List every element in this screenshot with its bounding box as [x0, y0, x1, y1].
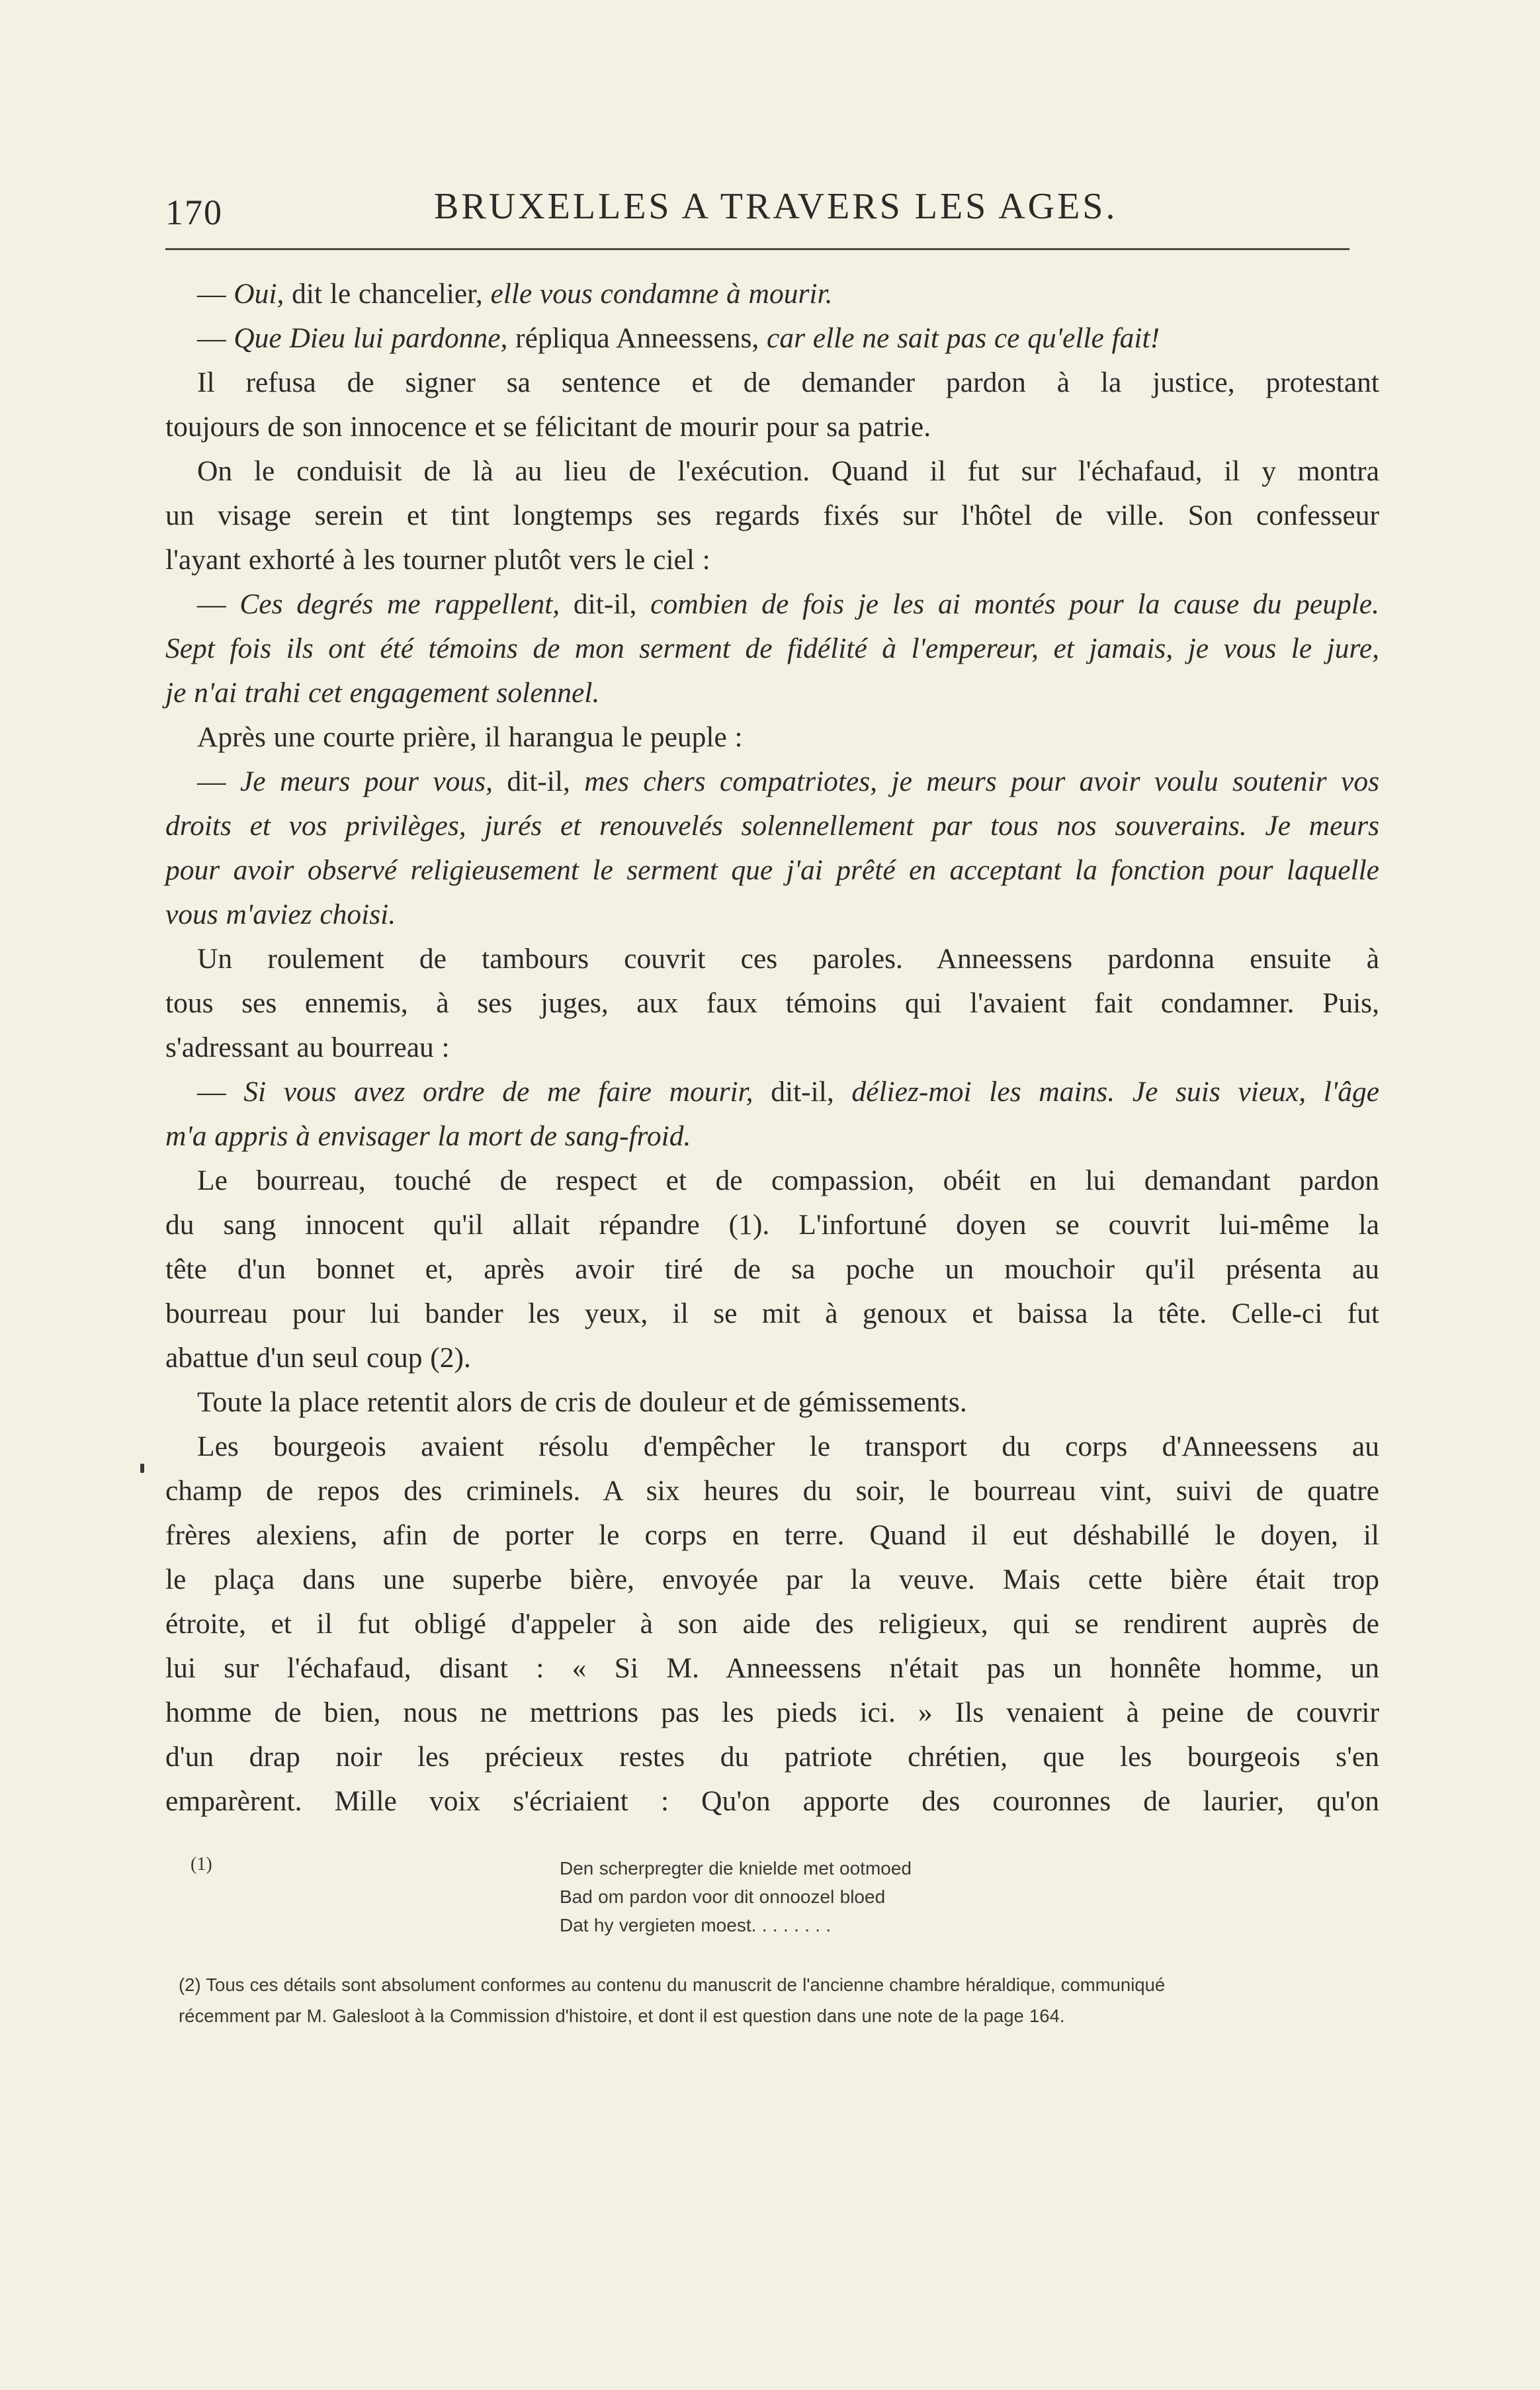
verse-line: Bad om pardon voor dit onnoozel bloed	[560, 1886, 886, 1907]
text-line: d'un drap noir les précieux restes du patriote chrétien, que les bourgeois s'en	[165, 1741, 1379, 1773]
text-line: — Si vous avez ordre de me faire mourir, dit-il, déliez-moi les mains. Je suis vieux, l'âge	[197, 1076, 1380, 1108]
text-line: Toute la place retentit alors de cris de douleur et de gémissements.	[197, 1386, 967, 1418]
footnote-line: récemment par M. Galesloot à la Commission d'histoire, et dont il est question dans une note de la page 164.	[179, 2006, 1065, 2026]
verse-line: Dat hy vergieten moest. . . . . . . .	[560, 1915, 832, 1935]
text-line: étroite, et il fut obligé d'appeler à son aide des religieux, qui se rendirent auprès de	[165, 1608, 1379, 1640]
text-line: toujours de son innocence et se félicitant de mourir pour sa patrie.	[165, 411, 931, 443]
text-line: — Oui, dit le chancelier, elle vous condamne à mourir.	[197, 278, 833, 310]
footnote-2	[179, 1969, 1383, 2031]
header-rule	[165, 248, 1349, 250]
text-line: vous m'aviez choisi.	[165, 899, 396, 930]
text-line: tous ses ennemis, à ses juges, aux faux témoins qui l'avaient fait condamner. Puis,	[165, 987, 1379, 1019]
text-line: frères alexiens, afin de porter le corps en terre. Quand il eut déshabillé le doyen, il	[165, 1519, 1379, 1551]
text-line: abattue d'un seul coup (2).	[165, 1342, 471, 1374]
text-line: Après une courte prière, il harangua le peuple :	[197, 721, 743, 753]
text-line: Un roulement de tambours couvrit ces paroles. Anneessens pardonna ensuite à	[197, 943, 1379, 975]
text-line: Les bourgeois avaient résolu d'empêcher le transport du corps d'Anneessens au	[197, 1431, 1379, 1462]
text-line: l'ayant exhorté à les tourner plutôt vers le ciel :	[165, 544, 710, 576]
text-line: Sept fois ils ont été témoins de mon serment de fidélité à l'empereur, et jamais, je vous le jure,	[165, 633, 1379, 664]
text-line: Le bourreau, touché de respect et de compassion, obéit en lui demandant pardon	[197, 1165, 1379, 1196]
footnote-line: (2) Tous ces détails sont absolument conformes au contenu du manuscrit de l'ancienne chambre héraldique, communiqué	[179, 1974, 1166, 1995]
text-line: bourreau pour lui bander les yeux, il se mit à genoux et baissa la tête. Celle-ci fut	[165, 1298, 1379, 1329]
text-line: un visage serein et tint longtemps ses regards fixés sur l'hôtel de ville. Son confesseur	[165, 500, 1379, 531]
running-title: BRUXELLES A TRAVERS LES AGES.	[434, 186, 1118, 227]
text-line: lui sur l'échafaud, disant : « Si M. Anneessens n'était pas un honnête homme, un	[165, 1652, 1379, 1684]
text-line: champ de repos des criminels. A six heures du soir, le bourreau vint, suivi de quatre	[165, 1475, 1379, 1507]
page-header	[165, 179, 1349, 245]
text-line: le plaça dans une superbe bière, envoyée par la veuve. Mais cette bière était trop	[165, 1564, 1379, 1595]
footnote-verse	[560, 1854, 912, 1939]
text-line: — Que Dieu lui pardonne, répliqua Anneessens, car elle ne sait pas ce qu'elle fait!	[197, 322, 1160, 354]
text-line: tête d'un bonnet et, après avoir tiré de sa poche un mouchoir qu'il présenta au	[165, 1253, 1379, 1285]
text-line: — Je meurs pour vous, dit-il, mes chers compatriotes, je meurs pour avoir voulu soutenir vos	[197, 766, 1380, 797]
text-line: m'a appris à envisager la mort de sang-froid.	[165, 1120, 691, 1152]
margin-mark	[140, 1464, 144, 1473]
text-line: emparèrent. Mille voix s'écriaient : Qu'on apporte des couronnes de laurier, qu'on	[165, 1785, 1379, 1817]
text-line: — Ces degrés me rappellent, dit-il, combien de fois je les ai montés pour la cause du peuple.	[197, 588, 1379, 620]
text-line: je n'ai trahi cet engagement solennel.	[165, 677, 600, 709]
verse-line: Den scherpregter die knielde met ootmoed	[560, 1858, 912, 1879]
text-line: homme de bien, nous ne mettrions pas les pieds ici. » Ils venaient à peine de couvrir	[165, 1697, 1379, 1728]
text-line: s'adressant au bourreau :	[165, 1032, 450, 1063]
page-number: 170	[165, 193, 223, 232]
text-line: On le conduisit de là au lieu de l'exécution. Quand il fut sur l'échafaud, il y montra	[197, 455, 1379, 487]
text-line: droits et vos privilèges, jurés et renouvelés solennellement par tous nos souverains. Je meurs	[165, 810, 1379, 842]
text-line: du sang innocent qu'il allait répandre (1). L'infortuné doyen se couvrit lui-même la	[165, 1209, 1379, 1241]
footnote-marker: (1)	[191, 1854, 212, 1875]
text-line: pour avoir observé religieusement le serment que j'ai prêté en acceptant la fonction pour laquelle	[165, 854, 1379, 886]
main-text	[165, 272, 1379, 1824]
text-line: Il refusa de signer sa sentence et de demander pardon à la justice, protestant	[197, 367, 1379, 398]
